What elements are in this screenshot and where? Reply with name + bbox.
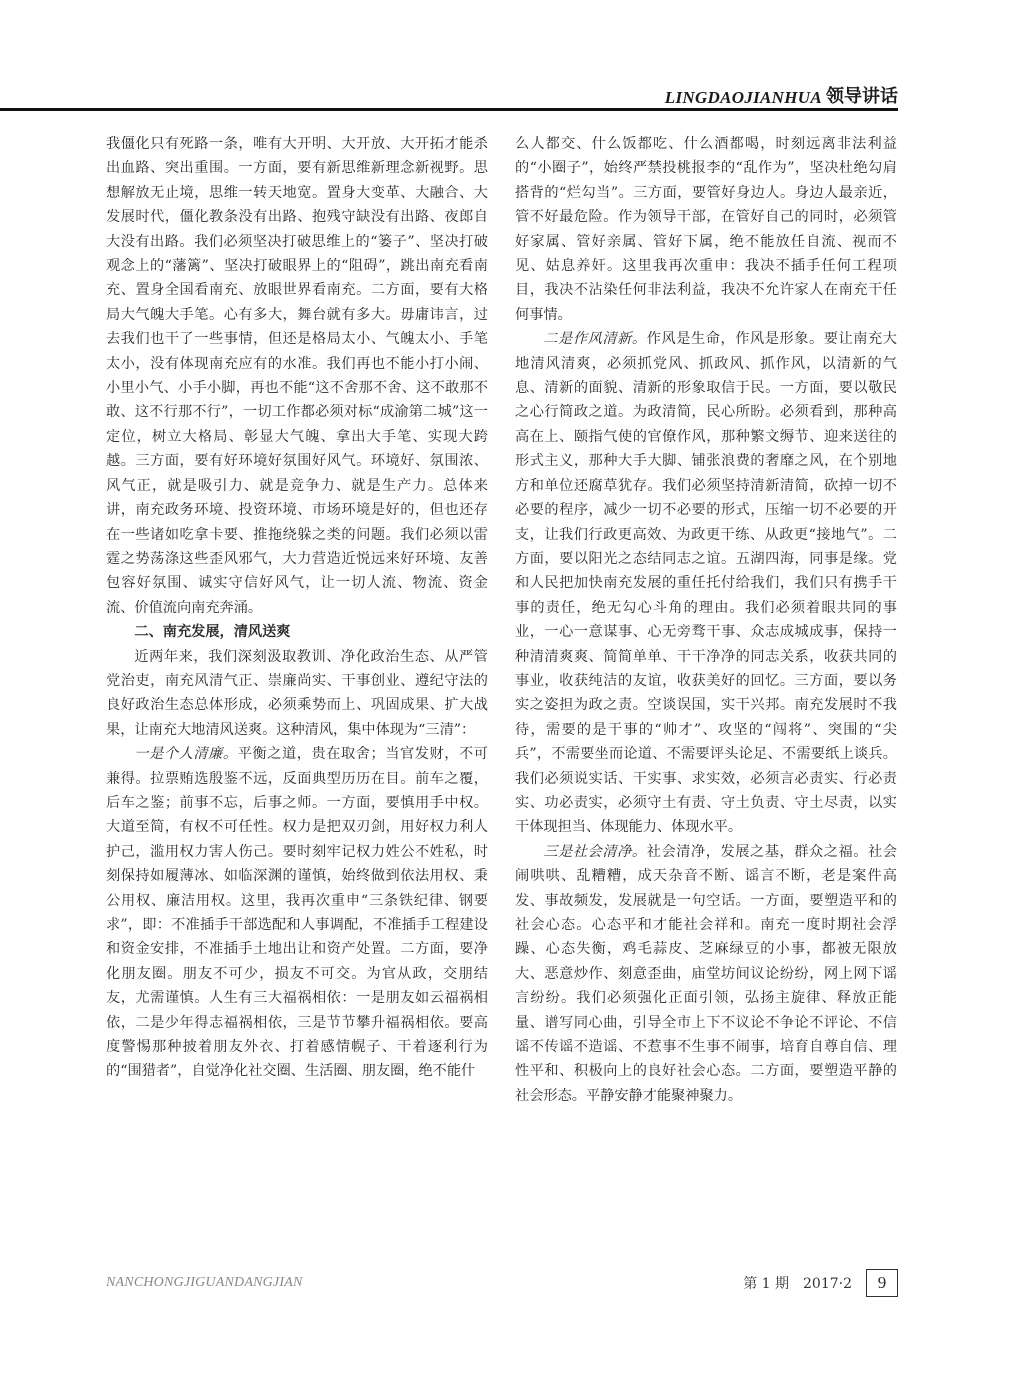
paragraph-lead: 二是作风清新。 xyxy=(543,331,647,348)
paragraph: 我僵化只有死路一条，唯有大开明、大开放、大开拓才能杀出血路、突出重围。一方面，要有新思维新理念新视野。思想解放无止境，思维一转天地宽。置身大变革、大融合、大发展时代，僵化教条没有出路、抱残守缺没有出路、夜郎自大没有出路。我们必须坚决打破思维上的“篓子”、坚决打破观念上的“藩篱”、坚决打破眼界上的“阻碍”，跳出南充看南充、置身全国看南充、放眼世界看南充。二方面，要有大格局大气魄大手笔。心有多大，舞台就有多大。毋庸讳言，过去我们也干了一些事情，但还是格局太小、气魄太小、手笔太小，没有体现南充应有的水准。我们再也不能小打小闹、小里小气、小手小脚，再也不能“这不舍那不舍、这不敢那不敢、这不行那不行”，一切工作都必须对标“成渝第二城”这一定位，树立大格局、彰显大气魄、拿出大手笔、实现大跨越。三方面，要有好环境好氛围好风气。环境好、氛围浓、风气正，就是吸引力、就是竞争力、就是生产力。总体来讲，南充政务环境、投资环境、市场环境是好的，但也还存在一些诸如吃拿卡要、推拖绕躲之类的问题。我们必须以雷霆之势荡涤这些歪风邪气，大力营造近悦远来好环境、友善包容好氛围、诚实守信好风气，让一切人流、物流、资金流、价值流向南充奔涌。 xyxy=(106,136,488,616)
running-header xyxy=(0,78,898,108)
section-heading: 二、南充发展，清风送爽 xyxy=(134,624,291,641)
page-footer xyxy=(106,1268,898,1298)
right-column xyxy=(515,132,897,1108)
paragraph: 近两年来，我们深刻汲取教训、净化政治生态、从严管党治吏，南充风清气正、崇廉尚实、干事创业、遵纪守法的良好政治生态总体形成，必须乘势而上、巩固成果、扩大战果，让南充大地清风送爽。这种清风，集中体现为“三清”： xyxy=(106,648,488,738)
paragraph xyxy=(515,327,897,840)
paragraph-body: 平衡之道，贵在取舍；当官发财，不可兼得。拉票贿选殷鉴不远，反面典型历历在目。前车之覆，后车之鉴；前事不忘，后事之师。一方面，要慎用手中权。大道至简，有权不可任性。权力是把双刃剑，用好权力利人护己，滥用权力害人伤己。要时刻牢记权力姓公不姓私，时刻保持如履薄冰、如临深渊的谨慎，始终做到依法用权、秉公用权、廉洁用权。这里，我再次重申“三条铁纪律、钢要求”，即：不准插手干部选配和人事调配，不准插手工程建设和资金安排，不准插手土地出让和资产处置。二方面，要净化朋友圈。朋友不可少，损友不可交。为官从政，交朋结友，尤需谨慎。人生有三大福祸相依：一是朋友如云福祸相依，二是少年得志福祸相依，三是节节攀升福祸相依。要高度警惕那种披着朋友外衣、打着感情幌子、干着逐利行为的“围猎者”，自觉净化社交圈、生活圈、朋友圈，绝不能什 xyxy=(106,746,488,1080)
paragraph-lead: 三是社会清净。 xyxy=(543,843,647,860)
header-brand: LINGDAOJIANHUA xyxy=(664,88,822,107)
header-rule xyxy=(0,108,898,111)
paragraph xyxy=(515,840,897,1108)
paragraph-body: 作风是生命，作风是形象。要让南充大地清风清爽，必须抓党风、抓政风、抓作风，以清新的气息、清新的面貌、清新的形象取信于民。一方面，要以敬民之心行简政之道。为政清简，民心所盼。必须看到，那种高高在上、颐指气使的官僚作风，那种繁文缛节、迎来送往的形式主义，那种大手大脚、铺张浪费的奢靡之风，在个别地方和单位还腐草犹存。我们必须坚持清新清简，砍掉一切不必要的程序，减少一切不必要的形式，压缩一切不必要的开支，让我们行政更高效、为政更干练、从政更“接地气”。二方面，要以阳光之态结同志之谊。五湖四海，同事是缘。党和人民把加快南充发展的重任托付给我们，我们只有携手干事的责任，绝无勾心斗角的理由。我们必须着眼共同的事业，一心一意谋事、心无旁骛干事、众志成城成事，保持一种清清爽爽、简简单单、干干净净的同志关系，收获共同的事业，收获纯洁的友谊，收获美好的回忆。三方面，要以务实之姿担为政之责。空谈误国，实干兴邦。南充发展时不我待，需要的是干事的“帅才”、攻坚的“闯将”、突围的“尖兵”，不需要坐而论道、不需要评头论足、不需要纸上谈兵。我们必须说实话、干实事、求实效，必须言必责实、行必责实、功必责实，必须守土有责、守土负责、守土尽责，以实干体现担当、体现能力、体现水平。 xyxy=(515,331,897,836)
header-section-title: 领导讲话 xyxy=(826,86,898,107)
paragraph-body: 社会清净，发展之基，群众之福。社会闹哄哄、乱糟糟，成天杂音不断、谣言不断，老是案件高发、事故频发，发展就是一句空话。一方面，要塑造平和的社会心态。心态平和才能社会祥和。南充一度时期社会浮躁、心态失衡，鸡毛蒜皮、芝麻绿豆的小事，都被无限放大、恶意炒作、刻意歪曲，庙堂坊间议论纷纷，网上网下谣言纷纷。我们必须强化正面引领，弘扬主旋律、释放正能量、谱写同心曲，引导全市上下不议论不争论不评论、不信谣不传谣不造谣、不惹事不生事不闹事，培育自尊自信、理性平和、积极向上的良好社会心态。二方面，要塑造平静的社会形态。平静安静才能聚神聚力。 xyxy=(515,843,897,1104)
paragraph xyxy=(106,742,488,1084)
footer-right xyxy=(743,1269,898,1297)
paragraph-lead: 一是个人清廉。 xyxy=(134,746,238,763)
footer-issue: 第 1 期 2017·2 xyxy=(743,1276,852,1292)
left-column xyxy=(106,132,488,1084)
footer-journal-name: NANCHONGJIGUANDANGJIAN xyxy=(106,1275,303,1290)
page-number: 9 xyxy=(866,1269,898,1297)
paragraph: 么人都交、什么饭都吃、什么酒都喝，时刻远离非法利益的“小圈子”，始终严禁投桃报李的“乱作为”，坚决杜绝勾肩搭背的“烂勾当”。三方面，要管好身边人。身边人最亲近，管不好最危险。作为领导干部，在管好自己的同时，必须管好家属、管好亲属、管好下属，绝不能放任自流、视而不见、姑息养奸。这里我再次重申：我决不插手任何工程项目，我决不沾染任何非法利益，我决不允许家人在南充干任何事情。 xyxy=(515,136,897,323)
